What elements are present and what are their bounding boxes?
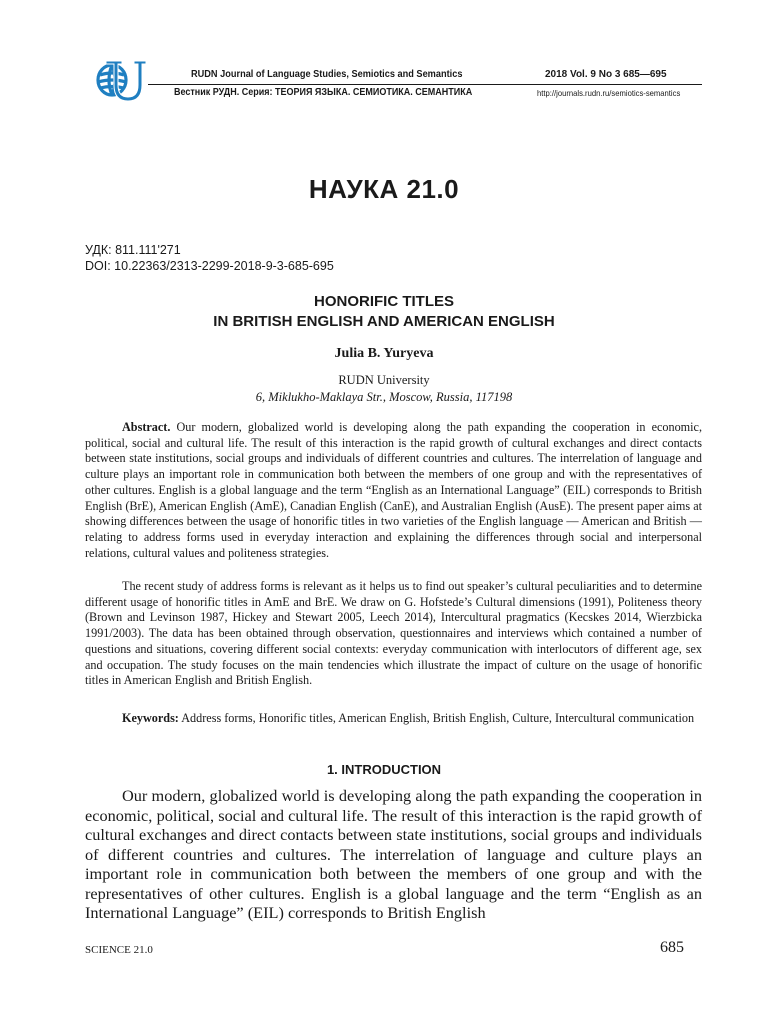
introduction-heading: 1. INTRODUCTION	[326, 762, 442, 777]
abstract-paragraph-2: The recent study of address forms is relevant as it helps us to find out speaker’s cultural peculiarities and to determine different usage of honorific titles in AmE and BrE. We draw on G. Hofstede’s Cultural dimensions (1991), Politeness theory (Brown and Levinson 1987, Hickey and Stewart 2005, Leech 2014), Intercultural pragmatics (Kecskes 2014, Wierzbicka 1991/2003). The data has been obtained through observation, questionnaires and interviews which contained a number of questions and situations, covering different social contexts: everyday communication with interlocutors of different age, sex and occupation. The study focuses on the main tendencies which illustrate the impact of culture on the usage of honorific titles in American English and British English.	[85, 579, 702, 688]
abstract-paragraph-1	[85, 420, 702, 561]
journal-title-russian: Вестник РУДН. Серия: ТЕОРИЯ ЯЗЫКА. СЕМИОТИКА. СЕМАНТИКА	[174, 87, 473, 98]
page-number: 685	[660, 939, 684, 956]
footer-section-label: SCIENCE 21.0	[85, 944, 153, 956]
author-name: Julia B. Yuryeva	[334, 346, 434, 361]
affiliation-university: RUDN University	[338, 373, 430, 387]
doi-identifier: DOI: 10.22363/2313-2299-2018-9-3-685-695	[85, 259, 334, 273]
author-affiliation	[0, 372, 768, 406]
section-title: НАУКА 21.0	[308, 174, 460, 204]
keywords-paragraph	[85, 711, 702, 727]
article-title	[0, 292, 768, 332]
affiliation-address: 6, Miklukho-Maklaya Str., Moscow, Russia, 117198	[255, 390, 513, 404]
keywords-label: Keywords:	[122, 711, 179, 725]
journal-title-english: RUDN Journal of Language Studies, Semiotics and Semantics	[191, 69, 463, 80]
keywords-text: Address forms, Honorific titles, American English, British English, Culture, Intercultural communication	[181, 711, 695, 725]
university-logo-icon	[88, 55, 148, 105]
journal-issue-info: 2018 Vol. 9 No 3 685—695	[545, 69, 667, 80]
article-title-line-2: IN BRITISH ENGLISH AND AMERICAN ENGLISH	[213, 313, 555, 330]
journal-url-link[interactable]: http://journals.rudn.ru/semiotics-semantics	[537, 88, 681, 98]
abstract-text-1: Our modern, globalized world is developing along the path expanding the cooperation in economic, political, social and cultural life. The result of this interaction is the rapid growth of cultural exchanges and direct contacts between state institutions, social groups and individuals of different countries and cultures. The interrelation of language and culture plays an important role in communication both between the members of one group and with the representatives of other cultures. English is a global language and the term “English as an International Language” (EIL) corresponds to British English (BrE), American English (AmE), Canadian English (CanE), and Australian English (AusE). The present paper aims at showing differences between the usage of honorific titles in two varieties of the English language — American and British — relating to address forms used in everyday interaction and explaining the differences through social and interpersonal relations, cultural values and politeness strategies.	[85, 420, 702, 560]
udk-code: УДК: 811.111'271	[85, 243, 181, 257]
introduction-body: Our modern, globalized world is developing along the path expanding the cooperation in economic, political, social and cultural life. The result of this interaction is the rapid growth of cultural exchanges and direct contacts between state institutions, social groups and individuals of different countries and cultures. The interrelation of language and culture plays an important role in communication both between the members of one group and with the representatives of other cultures. English is a global language and the term “English as an International Language” (EIL) corresponds to British English	[85, 786, 702, 922]
article-title-line-1: HONORIFIC TITLES	[314, 293, 454, 310]
abstract-label: Abstract.	[122, 420, 171, 434]
header-divider	[148, 84, 702, 85]
